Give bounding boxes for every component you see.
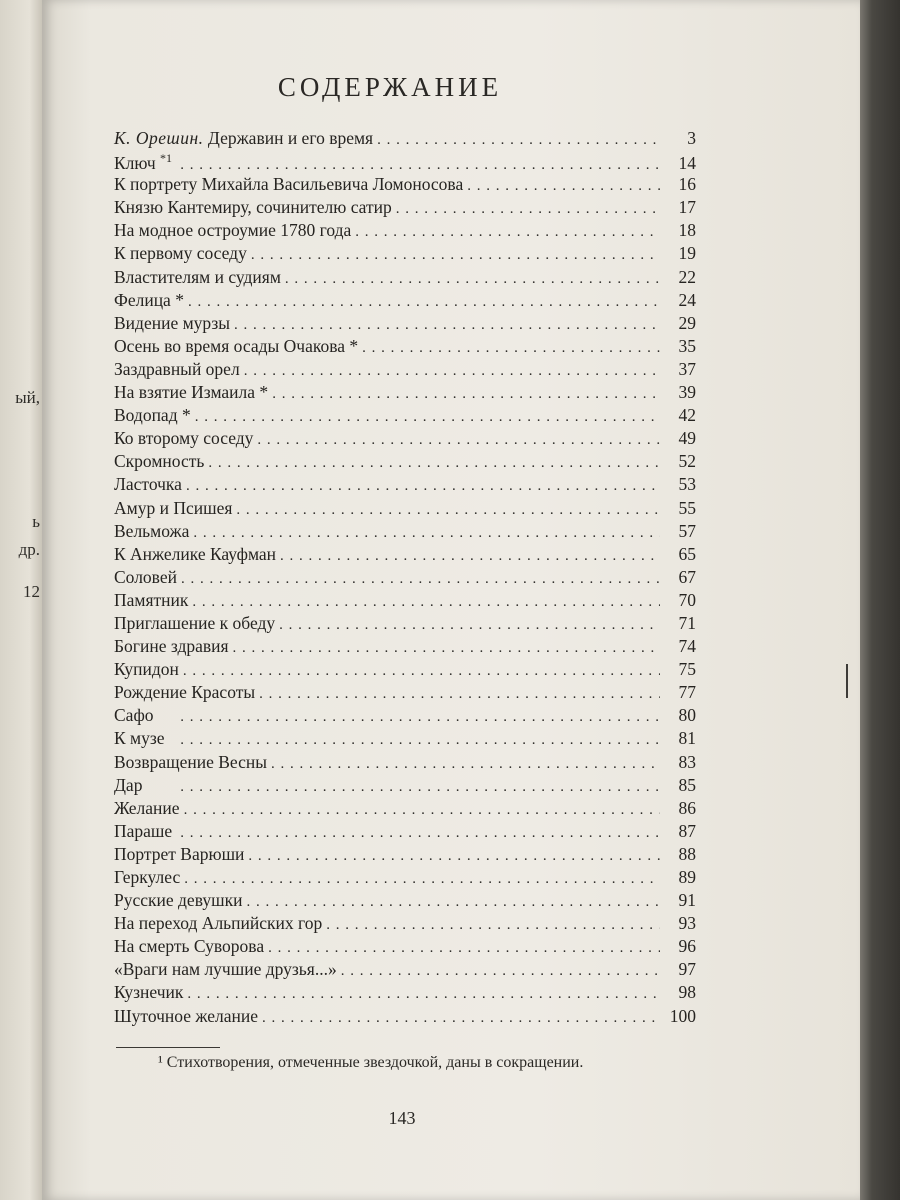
toc-entry-page: 70 xyxy=(678,589,696,610)
toc-entry xyxy=(114,428,696,451)
toc-entry xyxy=(114,867,696,890)
toc-entry-page: 24 xyxy=(678,289,696,310)
toc-leader-dots xyxy=(355,224,660,241)
toc-entry-title xyxy=(114,567,177,588)
left-page-fragment: ый, xyxy=(15,388,40,407)
toc-entry xyxy=(114,128,696,151)
toc-leader-dots xyxy=(233,640,660,657)
toc-entry xyxy=(114,451,696,474)
toc-leader-dots xyxy=(184,871,660,888)
toc-entry-title-text: Осень во время осады Очакова * xyxy=(114,335,359,356)
toc-entry-page: 81 xyxy=(678,728,696,749)
toc-entry-page: 39 xyxy=(678,382,696,403)
toc-entry-page: 55 xyxy=(678,497,696,518)
toc-entry-page: 29 xyxy=(678,312,696,333)
footnote-rule xyxy=(116,1047,220,1048)
toc-entry xyxy=(114,498,696,521)
toc-entry xyxy=(114,936,696,959)
toc-entry-title xyxy=(114,521,189,542)
toc-leader-dots xyxy=(244,363,660,380)
toc-entry xyxy=(114,267,696,290)
toc-entry-mark: *1 xyxy=(160,151,172,166)
toc-entry-title-text: Параше xyxy=(114,820,173,841)
toc-entry-page: 74 xyxy=(678,636,696,657)
toc-entry-page: 35 xyxy=(678,335,696,356)
toc-leader-dots xyxy=(271,756,660,773)
toc-entry-title xyxy=(114,428,253,449)
toc-entry-page: 89 xyxy=(678,867,696,887)
toc-entry-title xyxy=(114,498,232,519)
toc-entry xyxy=(114,359,696,382)
toc-entry-title xyxy=(114,636,229,657)
toc-entry xyxy=(114,336,696,359)
toc-entry-title-text: На взятие Измаила * xyxy=(114,382,269,403)
toc-entry-title-text: На модное остроумие 1780 года xyxy=(114,220,352,241)
toc-entry-page: 71 xyxy=(678,612,696,633)
toc-entry-page: 37 xyxy=(678,358,696,379)
toc-entry-title xyxy=(114,474,182,495)
toc-leader-dots xyxy=(146,779,660,796)
toc-entry-title-text: Купидон xyxy=(114,659,179,680)
toc-entry-page: 75 xyxy=(678,659,696,680)
toc-entry-title-text: Ко второму соседу xyxy=(114,428,254,449)
toc-entry xyxy=(114,313,696,336)
toc-entry-title xyxy=(114,451,204,472)
toc-leader-dots xyxy=(192,594,660,611)
toc-entry-title xyxy=(114,405,191,426)
toc-leader-dots xyxy=(251,247,660,264)
toc-entry-title xyxy=(114,959,337,980)
toc-entry-title xyxy=(114,682,255,703)
toc-entry-page: 97 xyxy=(678,959,696,980)
toc-leader-dots xyxy=(195,409,660,426)
toc-entry xyxy=(114,613,696,636)
toc-entry xyxy=(114,798,696,821)
toc-leader-dots xyxy=(208,455,660,472)
toc-entry-title-text: Дар xyxy=(114,774,143,795)
left-page-edge xyxy=(0,0,42,1200)
toc-entry-author: К. Орешин. xyxy=(114,128,204,148)
toc-entry xyxy=(114,405,696,428)
toc-leader-dots xyxy=(246,894,660,911)
toc-entry-title-text: К портрету Михайла Васильевича Ломоносова xyxy=(114,174,464,195)
toc-leader-dots xyxy=(236,502,660,519)
toc-leader-dots xyxy=(326,917,660,934)
toc-entry-page: 87 xyxy=(678,820,696,841)
toc-leader-dots xyxy=(188,294,660,311)
toc-entry-title xyxy=(114,290,184,311)
toc-entry-page: 91 xyxy=(678,890,696,911)
toc-entry-title xyxy=(114,936,264,957)
toc-entry-title xyxy=(114,844,244,865)
toc-entry-page: 98 xyxy=(678,982,696,1003)
toc-entry xyxy=(114,705,696,728)
toc-entry-page: 67 xyxy=(678,566,696,587)
toc-entry-page: 86 xyxy=(678,797,696,818)
toc-entry-page: 3 xyxy=(687,128,696,148)
toc-entry xyxy=(114,982,696,1005)
toc-leader-dots xyxy=(193,525,660,542)
toc-entry-title-text: Властителям и судиям xyxy=(114,266,281,287)
toc-entry-title-text: Портрет Варюши xyxy=(114,843,245,864)
toc-leader-dots xyxy=(259,686,660,703)
toc-entry-title-text: Князю Кантемиру, сочинителю сатир xyxy=(114,197,392,218)
toc-entry-title-text: Фелица * xyxy=(114,289,184,310)
left-page-fragment: ь xyxy=(32,512,40,531)
toc-entry xyxy=(114,243,696,266)
toc-entry xyxy=(114,844,696,867)
toc-entry-title-text: Амур и Псишея xyxy=(114,497,233,518)
toc-leader-dots xyxy=(272,386,660,403)
toc-leader-dots xyxy=(187,986,660,1003)
toc-entry-title xyxy=(114,243,247,264)
toc-leader-dots xyxy=(248,848,660,865)
toc-entry xyxy=(114,590,696,613)
toc-leader-dots xyxy=(279,617,660,634)
toc-entry-title xyxy=(114,798,180,819)
toc-leader-dots xyxy=(257,432,660,449)
toc-leader-dots xyxy=(268,940,660,957)
toc-entry xyxy=(114,728,696,751)
toc-leader-dots xyxy=(285,271,660,288)
toc-entry-page: 52 xyxy=(678,451,696,472)
toc-entry-title xyxy=(114,890,242,911)
toc-entry-title-text: Возвращение Весны xyxy=(114,751,267,772)
toc-entry-title-text: Ласточка xyxy=(114,474,182,495)
toc-entry-page: 14 xyxy=(678,152,696,173)
toc-entry xyxy=(114,521,696,544)
toc-leader-dots xyxy=(169,732,660,749)
toc-entry-title-text: «Враги нам лучшие друзья...» xyxy=(114,959,337,980)
toc-entry-title-text: На переход Альпийских гор xyxy=(114,913,323,934)
toc-entry-title-text: Русские девушки xyxy=(114,890,243,911)
toc-entry-title xyxy=(114,821,172,842)
toc-leader-dots xyxy=(262,1010,660,1027)
toc-entry-title-text: Богине здравия xyxy=(114,636,229,657)
left-page-fragment: 12 xyxy=(23,582,40,601)
toc-leader-dots xyxy=(176,825,660,842)
page-number: 143 xyxy=(388,1108,416,1128)
toc-entry-title xyxy=(114,267,281,288)
toc-entry-title-text: Памятник xyxy=(114,589,189,610)
toc-entry-title xyxy=(114,382,268,403)
toc-entry xyxy=(114,636,696,659)
toc-entry-title-text: Кузнечик xyxy=(114,982,184,1003)
toc-entry-title xyxy=(114,313,230,334)
toc-entry xyxy=(114,959,696,982)
toc-entry-title-text: Вельможа xyxy=(114,520,190,541)
toc-leader-dots xyxy=(396,201,660,218)
toc-entry-page: 93 xyxy=(678,913,696,934)
toc-entry-page: 85 xyxy=(678,774,696,795)
toc-entry xyxy=(114,220,696,243)
toc-entry xyxy=(114,197,696,220)
toc-entry-title xyxy=(114,220,351,241)
toc-leader-dots xyxy=(158,709,660,726)
table-of-contents xyxy=(114,128,696,1029)
toc-entry-title-text: К первому соседу xyxy=(114,243,247,264)
toc-entry-title-text: Видение мурзы xyxy=(114,312,231,333)
toc-entry-title-text: Желание xyxy=(114,797,180,818)
toc-entry-title-text: Сафо xyxy=(114,705,154,726)
toc-entry-title-text: К Анжелике Кауфман xyxy=(114,543,277,564)
toc-entry xyxy=(114,174,696,197)
toc-entry xyxy=(114,659,696,682)
toc-leader-dots xyxy=(176,157,660,174)
page-title: СОДЕРЖАНИЕ xyxy=(277,72,503,102)
toc-entry-title xyxy=(114,982,183,1003)
footnote: ¹ Стихотворения, отмеченные звездочкой, даны в сокращении. xyxy=(158,1054,584,1071)
toc-entry xyxy=(114,567,696,590)
toc-entry-title-text: Скромность xyxy=(114,451,205,472)
toc-leader-dots xyxy=(181,571,660,588)
toc-entry xyxy=(114,544,696,567)
toc-leader-dots xyxy=(362,340,660,357)
toc-entry xyxy=(114,913,696,936)
toc-entry-page: 42 xyxy=(678,405,696,426)
toc-entry-title xyxy=(114,1006,258,1027)
toc-entry-title xyxy=(114,544,276,565)
background-edge xyxy=(860,0,900,1200)
toc-entry xyxy=(114,752,696,775)
toc-entry-page: 88 xyxy=(678,843,696,864)
toc-entry-page: 49 xyxy=(678,428,696,449)
toc-entry-title xyxy=(114,151,172,174)
toc-entry xyxy=(114,474,696,497)
toc-leader-dots xyxy=(184,802,660,819)
toc-entry-title xyxy=(114,775,142,796)
toc-entry-page: 22 xyxy=(678,266,696,287)
toc-entry-title xyxy=(114,659,179,680)
toc-entry-title-text: Водопад * xyxy=(114,405,191,426)
toc-entry-page: 16 xyxy=(678,174,696,195)
toc-leader-dots xyxy=(377,132,660,149)
toc-leader-dots xyxy=(280,548,660,565)
toc-entry xyxy=(114,290,696,313)
toc-entry-title xyxy=(114,728,165,749)
toc-entry xyxy=(114,890,696,913)
toc-entry-page: 80 xyxy=(678,705,696,726)
toc-entry-title xyxy=(114,336,358,357)
book-page xyxy=(42,0,860,1200)
toc-entry xyxy=(114,821,696,844)
toc-entry-title-text: Шуточное желание xyxy=(114,1005,259,1026)
toc-entry-title xyxy=(114,359,240,380)
toc-entry xyxy=(114,775,696,798)
toc-entry-title-text: Ключ xyxy=(114,152,156,173)
toc-entry xyxy=(114,1006,696,1029)
toc-entry-title-text: На смерть Суворова xyxy=(114,936,265,957)
toc-entry-page: 57 xyxy=(678,520,696,541)
toc-leader-dots xyxy=(186,478,660,495)
pen-mark xyxy=(846,664,848,698)
toc-entry-page: 96 xyxy=(678,936,696,957)
toc-entry-page: 53 xyxy=(678,474,696,495)
toc-entry-title-text: Соловей xyxy=(114,566,177,587)
toc-entry-title xyxy=(114,705,154,726)
toc-entry xyxy=(114,382,696,405)
toc-entry-page: 77 xyxy=(678,682,696,703)
toc-entry-title xyxy=(114,174,463,195)
toc-leader-dots xyxy=(467,178,660,195)
toc-entry-title xyxy=(114,613,275,634)
toc-leader-dots xyxy=(234,317,660,334)
toc-entry-title xyxy=(114,867,180,888)
toc-entry-page: 18 xyxy=(678,220,696,241)
toc-entry-title xyxy=(114,128,373,149)
toc-leader-dots xyxy=(183,663,660,680)
toc-leader-dots xyxy=(341,963,660,980)
toc-entry-title xyxy=(114,913,322,934)
toc-entry-page: 100 xyxy=(669,1005,696,1026)
toc-entry-page: 17 xyxy=(678,197,696,218)
toc-entry-title xyxy=(114,590,188,611)
toc-entry-title xyxy=(114,197,392,218)
toc-entry-title-text: Державин и его время xyxy=(207,128,374,148)
toc-entry-title-text: К музе xyxy=(114,728,165,749)
toc-entry-title-text: Рождение Красоты xyxy=(114,682,256,703)
toc-entry-page: 19 xyxy=(678,243,696,264)
toc-entry-page: 83 xyxy=(678,751,696,772)
left-page-fragment: др. xyxy=(18,540,40,559)
toc-entry xyxy=(114,151,696,174)
toc-entry-title xyxy=(114,752,267,773)
toc-entry-title-text: Приглашение к обеду xyxy=(114,612,276,633)
toc-entry-title-text: Заздравный орел xyxy=(114,358,240,379)
toc-entry xyxy=(114,682,696,705)
toc-entry-page: 65 xyxy=(678,543,696,564)
toc-entry-title-text: Геркулес xyxy=(114,867,181,887)
